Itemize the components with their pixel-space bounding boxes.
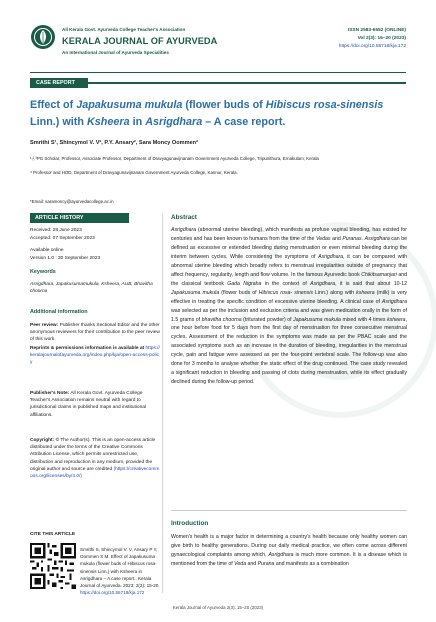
- journal-title: KERALA JOURNAL OF AYURVEDA: [62, 36, 218, 46]
- email-link[interactable]: saramoncy@ayurvedacollege.ac.in: [45, 199, 114, 204]
- abstract-body: Asrigdhara (abnormal uterine bleeding), which manifests as profuse vaginal bleeding, has existed for centuries and has been known to humans from the time of the Vedas and Puranas. Asrigdhara can be defined as excessive or extended bleeding during menstruation or even minimal bleeding during the interim between cycles. While considering the symptoms of Asrigdhara, it can be compared with abnormal uterine bleeding which broadly refers to menstrual irregularities outside of pregnancy that affect frequency, regularity, length and flow volume. In the famous Ayurvedic book Chikitsamanjari and the classical textbook Gada Nigraha in the context of Asrigdhara, it is said that about 10-12 Japakusuma mukula (flower buds of Hibiscus rosa- sinensis Linn.) along with ksheera (milk) is very effective in treating the specific condition of excessive uterine bleeding. A clinical case of Asrigdhara was selected as per the inclusion and exclusion criteria and was given medication orally in the form of 1.5 grams of bhavitha choorna (triturated powder) of Japakusuma mukula mixed with 4 times ksheera, one hour before food for 5 days from the first day of menstruation for three consecutive menstrual cycles. Assessment of the reduction in the symptoms was made as per the PBAC scale and the associated symptoms such as an increase in the duration of bleeding, irregularities in the menstrual cycle, pain and fatigue were assessed as per the four-point vertebral scale. The follow-up was also done for 3 months to analyse whether the static effect of the drug continued. The case study revealed a significant reduction in bleeding and passing of clots during menstruation, while its effect gradually declined during the follow-up period.: [171, 227, 408, 386]
- abstract-divider: [171, 510, 407, 511]
- doi-link[interactable]: https://doi.org/10.55718/kja.172: [338, 44, 406, 49]
- journal-logo-icon: [30, 24, 56, 50]
- peer-review-note: Peer review: Publisher thanks Sectional Editor and the other anonymous reviewers for their contribution to the peer review of this work.: [30, 323, 160, 343]
- article-history-tag: ARTICLE HISTORY: [30, 213, 129, 223]
- introduction-body: Women's health is a major factor in determining a country's health because only healthy women can give birth to healthy generations. During our daily medical practice, we often come across different gynaecological complaints among which, Asrigdhara is much more common. It is a disease which is mentioned from the time of Veda and Purana and manifests as a combination: [171, 534, 407, 567]
- qr-code-icon[interactable]: [30, 543, 76, 589]
- volume-info: Vol 2(3): 15–20 (2023): [357, 36, 406, 41]
- author-list: Smrithi S¹, Shincymol V. V², P.Y. Ansary², Sara Moncy Oommen²: [30, 140, 198, 146]
- reprints-info: Reprints & permissions information is available at https://keralajournalofayurveda.org/index.php/kja/open-access-policy: [30, 346, 160, 366]
- case-report-bar: [88, 82, 406, 84]
- accepted-date: Accepted: 07 September 2023: [30, 236, 95, 241]
- keywords-heading: Keywords: [30, 269, 56, 275]
- column-divider: [162, 213, 163, 593]
- reprints-link[interactable]: https://keralajournalofayurveda.org/index.php/kja/open-access-policy: [30, 346, 160, 366]
- header-divider: [30, 72, 406, 73]
- issn: ISSN 2583-6552 (ONLINE): [347, 28, 406, 33]
- cc-license-link[interactable]: (https://creativecommons.org/licenses/by/4.0/): [30, 466, 160, 480]
- additional-info-heading: Additional information: [30, 309, 88, 315]
- journal-association: All Kerala Govt. Ayurveda College Teacher's Association: [62, 27, 186, 32]
- cite-heading: CITE THIS ARTICLE: [30, 532, 76, 537]
- corresponding-email: *Email: saramoncy@ayurvedacollege.ac.in: [30, 199, 114, 204]
- citation-text: Smrithi S, Shincymol V. V, Ansary P Y, Oommen S M. Effect of Japakusuma mukula (flower buds of Hibiscus rosa-sinensis Linn.) with Ksheera in Asrigdhara – A case report.. Kerala Journal of Ayurveda. 2023; 2(3): 15-20. https://doi.org/10.55718/kja.172: [80, 547, 160, 596]
- received-date: Received: 28 June 2023: [30, 228, 82, 233]
- available-online-label: Available online: [30, 248, 64, 253]
- keywords-text: Asrigdhara, Japakusumamukula, Ksheera, AUB, Bhavitha choorna: [30, 282, 153, 295]
- page-footer: Kerala Journal of Ayurveda 2(3): 15–20 (2023): [172, 605, 264, 610]
- affiliation-1: ¹,²,³PG Scholar, Professor, Associate Professor, Department of Dravyagunavijnanam Government Ayurveda College, Tripunithura, Ernakulam, Kerala: [30, 156, 319, 161]
- introduction-heading: Introduction: [171, 520, 209, 527]
- affiliation-2: ⁴ Professor and HOD, Department of Dravyagunavijnanam Government Ayurveda College, Kannur, Kerala.: [30, 170, 238, 175]
- abstract-heading: Abstract: [171, 214, 197, 221]
- article-title: Effect of Japakusuma mukula (flower buds of Hibiscus rosa-sinensis Linn.) with Ksheera in Asrigdhara – A case report.: [30, 99, 384, 128]
- journal-subtitle: An International Journal of Ayurveda Specialities: [62, 50, 169, 55]
- case-report-tag: CASE REPORT: [30, 78, 88, 88]
- version-info: Version 1.0 : 30 September 2023: [30, 256, 101, 261]
- publisher-note: Publisher's Note: All Kerala Govt. Ayurveda College Teacher's Association remains neutral with regard to jurisdictional claims in published maps and institutional affiliations.: [30, 391, 146, 418]
- copyright-note: Copyright: © The Author(s). This is an open-access article distributed under the terms of the Creative Commons Attribution License, which permits unrestricted use, distribution and reproduction in any medium, provided the original author and source are credited (https://creativecommons.org/licenses/by/4.0/): [30, 438, 160, 480]
- citation-doi-link[interactable]: https://doi.org/10.55718/kja.172: [80, 590, 145, 596]
